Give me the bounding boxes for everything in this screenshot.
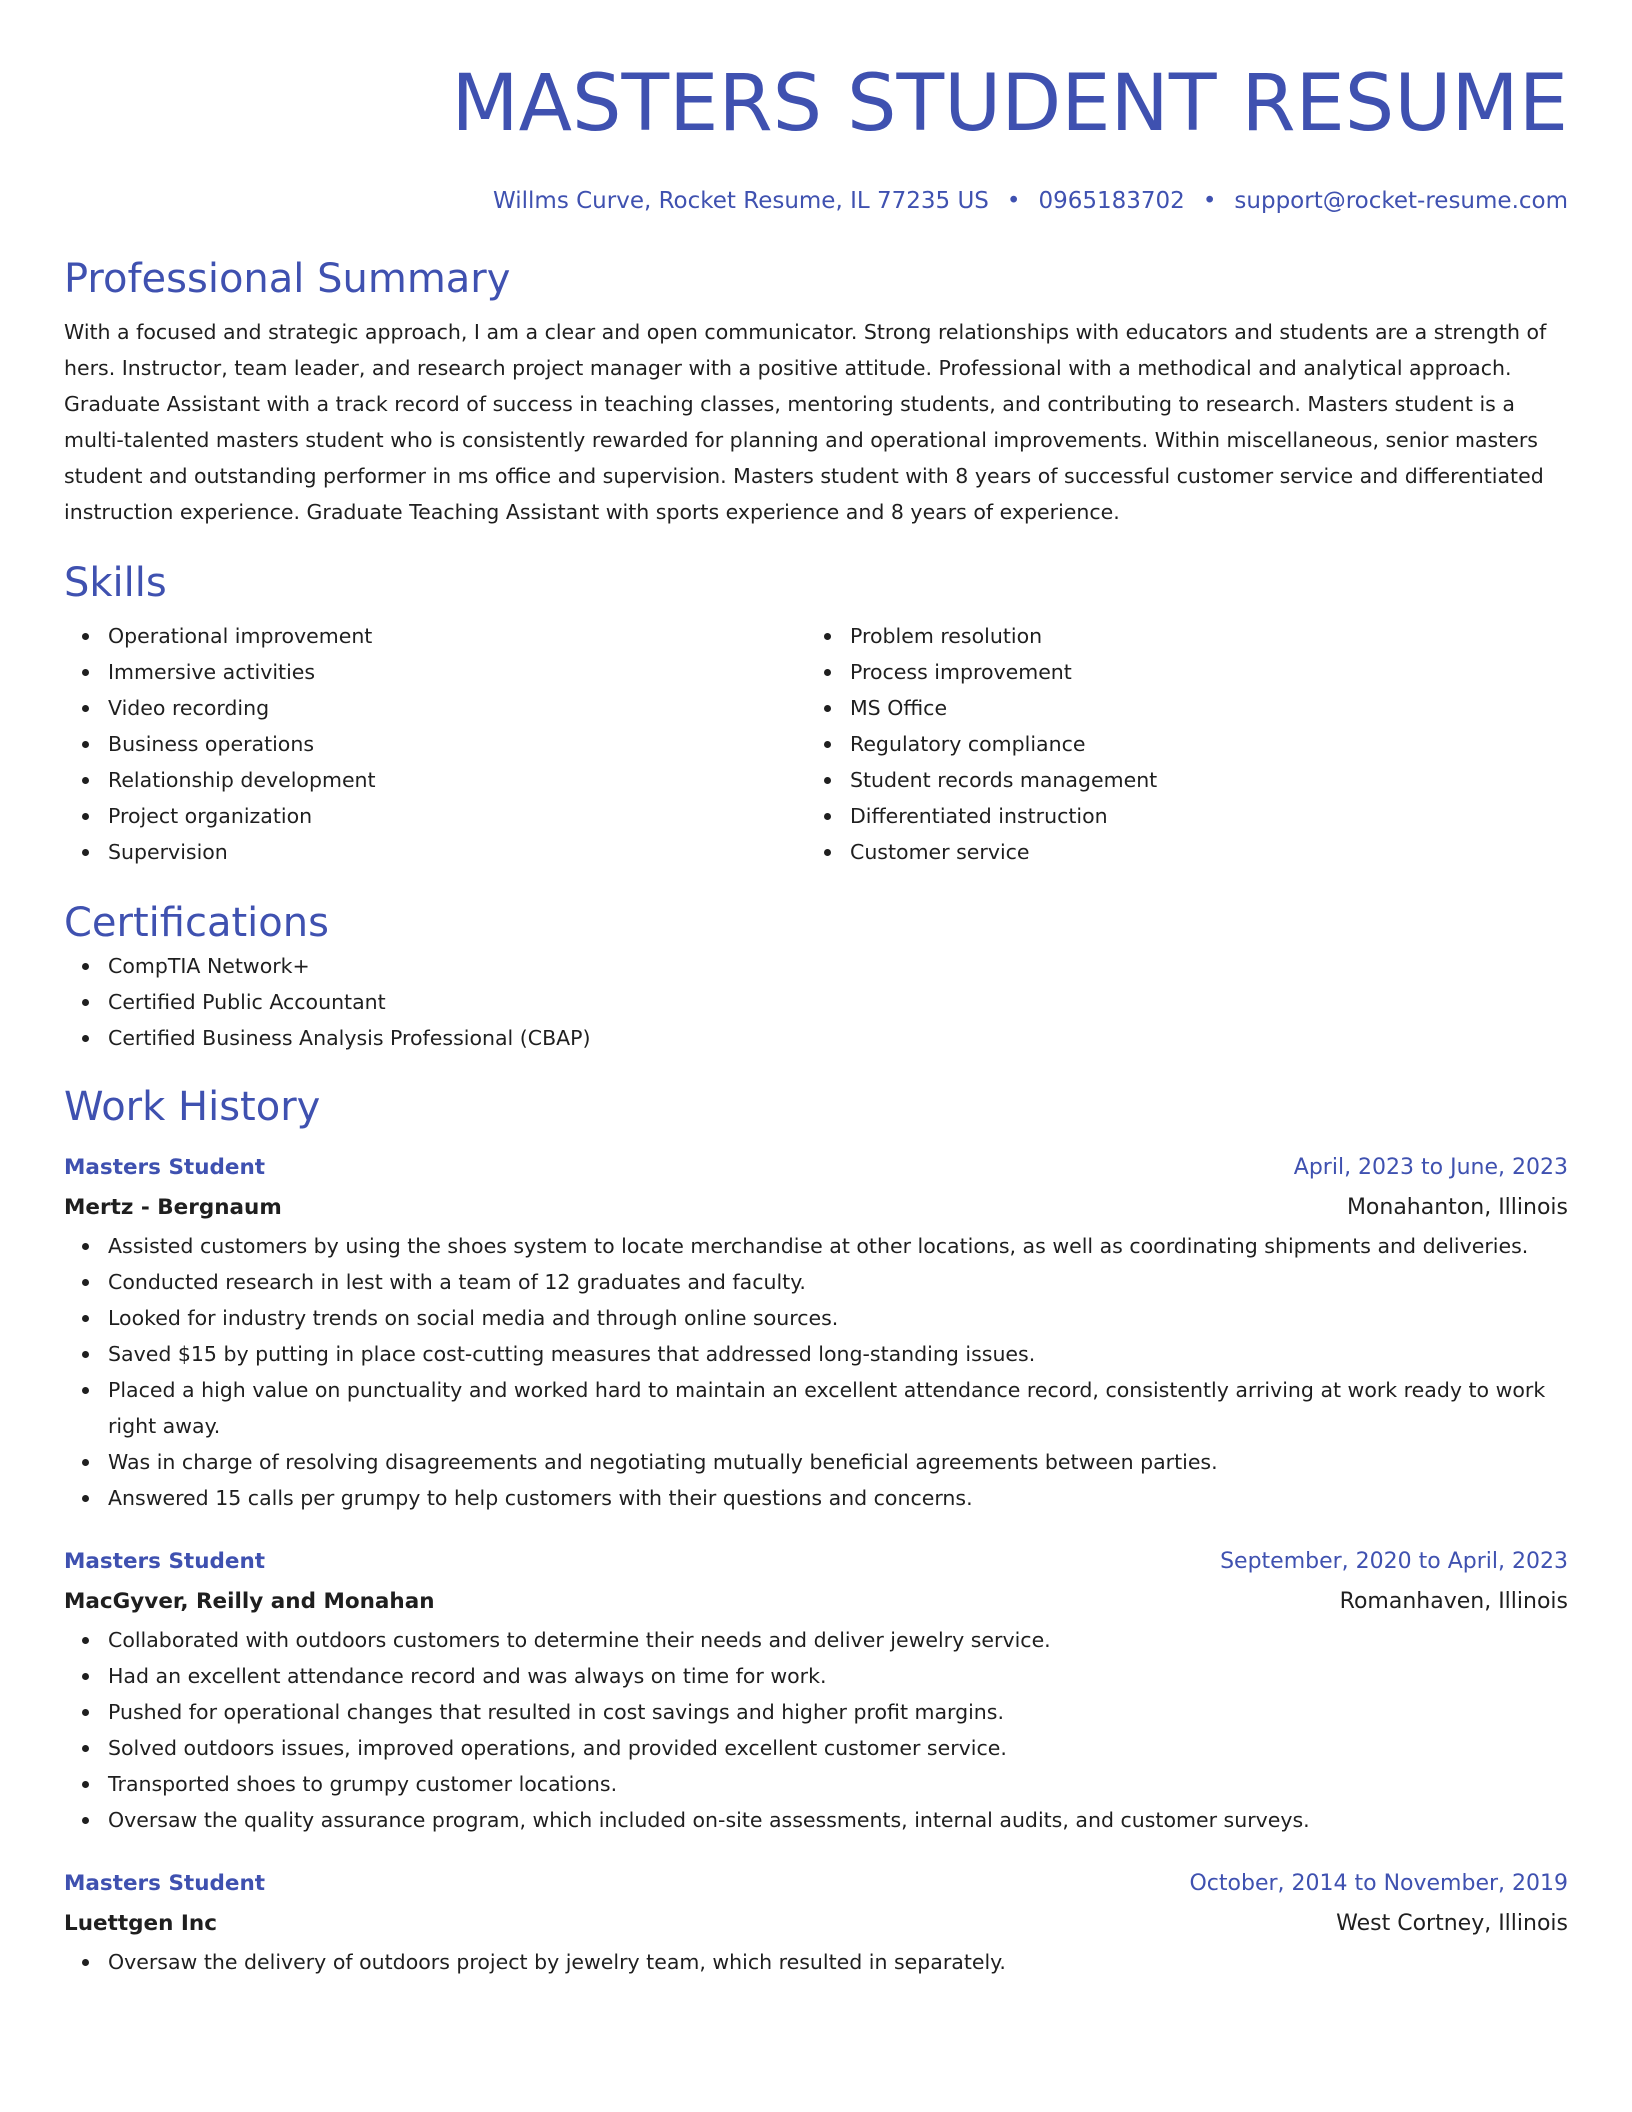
certification-item: Certified Business Analysis Professional (CBAP) <box>108 1020 1568 1056</box>
skills-list-left <box>64 618 806 870</box>
job-header-row <box>64 1148 1568 1188</box>
job-bullet: Oversaw the quality assurance program, which included on-site assessments, internal audits, and customer surveys. <box>108 1802 1568 1838</box>
job-entry <box>64 1542 1568 1838</box>
certifications-list <box>64 948 1568 1056</box>
skill-item: Operational improvement <box>108 618 806 654</box>
skills-list-right <box>806 618 1548 870</box>
job-bullet: Collaborated with outdoors customers to determine their needs and deliver jewelry service. <box>108 1622 1568 1658</box>
contact-email[interactable]: support@rocket-resume.com <box>1234 188 1568 214</box>
work-history-heading: Work History <box>64 1084 321 1130</box>
skill-item: Supervision <box>108 834 806 870</box>
certifications-heading: Certifications <box>64 900 329 946</box>
job-title: Masters Student <box>64 1871 266 1896</box>
job-company: Luettgen Inc <box>64 1911 217 1936</box>
skill-item: Problem resolution <box>850 618 1548 654</box>
skill-item: Immersive activities <box>108 654 806 690</box>
job-header-row <box>64 1864 1568 1904</box>
job-dates: September, 2020 to April, 2023 <box>1220 1549 1568 1574</box>
job-title: Masters Student <box>64 1549 266 1574</box>
certification-item: CompTIA Network+ <box>108 948 1568 984</box>
skill-item: Student records management <box>850 762 1548 798</box>
certification-item: Certified Public Accountant <box>108 984 1568 1020</box>
job-bullet: Assisted customers by using the shoes system to locate merchandise at other locations, as well as coordinating shipments and deliveries. <box>108 1228 1568 1264</box>
job-location: Monahanton, Illinois <box>1346 1195 1568 1220</box>
contact-line <box>64 186 1568 216</box>
job-company-row <box>64 1904 1568 1944</box>
job-bullet: Saved $15 by putting in place cost-cutting measures that addressed long-standing issues. <box>108 1336 1568 1372</box>
job-company: MacGyver, Reilly and Monahan <box>64 1589 435 1614</box>
job-location: West Cortney, Illinois <box>1336 1911 1568 1936</box>
job-bullet: Pushed for operational changes that resulted in cost savings and higher profit margins. <box>108 1694 1568 1730</box>
job-bullet: Solved outdoors issues, improved operations, and provided excellent customer service. <box>108 1730 1568 1766</box>
skill-item: Business operations <box>108 726 806 762</box>
job-bullet-list <box>64 1228 1568 1516</box>
skill-item: Process improvement <box>850 654 1548 690</box>
contact-separator: • <box>1202 188 1217 214</box>
job-bullet: Placed a high value on punctuality and worked hard to maintain an excellent attendance record, consistently arriving at work ready to work right away. <box>108 1372 1568 1444</box>
skill-item: Relationship development <box>108 762 806 798</box>
job-location: Romanhaven, Illinois <box>1339 1589 1568 1614</box>
skill-item: MS Office <box>850 690 1548 726</box>
skills-heading: Skills <box>64 560 167 606</box>
resume-name: MASTERS STUDENT RESUME <box>451 59 1568 149</box>
job-company-row <box>64 1582 1568 1622</box>
job-bullet-list <box>64 1944 1568 1980</box>
job-dates: October, 2014 to November, 2019 <box>1189 1871 1568 1896</box>
contact-separator: • <box>1006 188 1021 214</box>
job-entry <box>64 1864 1568 1980</box>
skill-item: Video recording <box>108 690 806 726</box>
job-bullet: Was in charge of resolving disagreements and negotiating mutually beneficial agreements between parties. <box>108 1444 1568 1480</box>
job-header-row <box>64 1542 1568 1582</box>
skills-grid <box>64 618 1568 870</box>
job-entry <box>64 1148 1568 1516</box>
skill-item: Customer service <box>850 834 1548 870</box>
job-bullet-list <box>64 1622 1568 1838</box>
job-company: Mertz - Bergnaum <box>64 1195 282 1220</box>
job-bullet: Answered 15 calls per grumpy to help customers with their questions and concerns. <box>108 1480 1568 1516</box>
job-bullet: Conducted research in lest with a team of 12 graduates and faculty. <box>108 1264 1568 1300</box>
skill-item: Project organization <box>108 798 806 834</box>
summary-text: With a focused and strategic approach, I am a clear and open communicator. Strong relationships with educators and students are a strength of hers. Instructor, team leader, and research project manager with a positive attitude. Professional with a methodical and analytical approach. Graduate Assistant with a track record of success in teaching classes, mentoring students, and contributing to research. Masters student is a multi-talented masters student who is consistently rewarded for planning and operational improvements. Within miscellaneous, senior masters student and outstanding performer in ms office and supervision. Masters student with 8 years of successful customer service and differentiated instruction experience. Graduate Teaching Assistant with sports experience and 8 years of experience. <box>64 320 1547 524</box>
resume-page <box>64 0 1568 1980</box>
job-bullet: Oversaw the delivery of outdoors project by jewelry team, which resulted in separately. <box>108 1944 1568 1980</box>
job-bullet: Looked for industry trends on social media and through online sources. <box>108 1300 1568 1336</box>
job-bullet: Had an excellent attendance record and was always on time for work. <box>108 1658 1568 1694</box>
job-company-row <box>64 1188 1568 1228</box>
summary-heading: Professional Summary <box>64 256 511 302</box>
skill-item: Regulatory compliance <box>850 726 1548 762</box>
contact-address: Willms Curve, Rocket Resume, IL 77235 US <box>493 188 989 214</box>
job-bullet: Transported shoes to grumpy customer locations. <box>108 1766 1568 1802</box>
job-dates: April, 2023 to June, 2023 <box>1293 1155 1568 1180</box>
job-title: Masters Student <box>64 1155 266 1180</box>
contact-phone: 0965183702 <box>1038 188 1185 214</box>
skill-item: Differentiated instruction <box>850 798 1548 834</box>
